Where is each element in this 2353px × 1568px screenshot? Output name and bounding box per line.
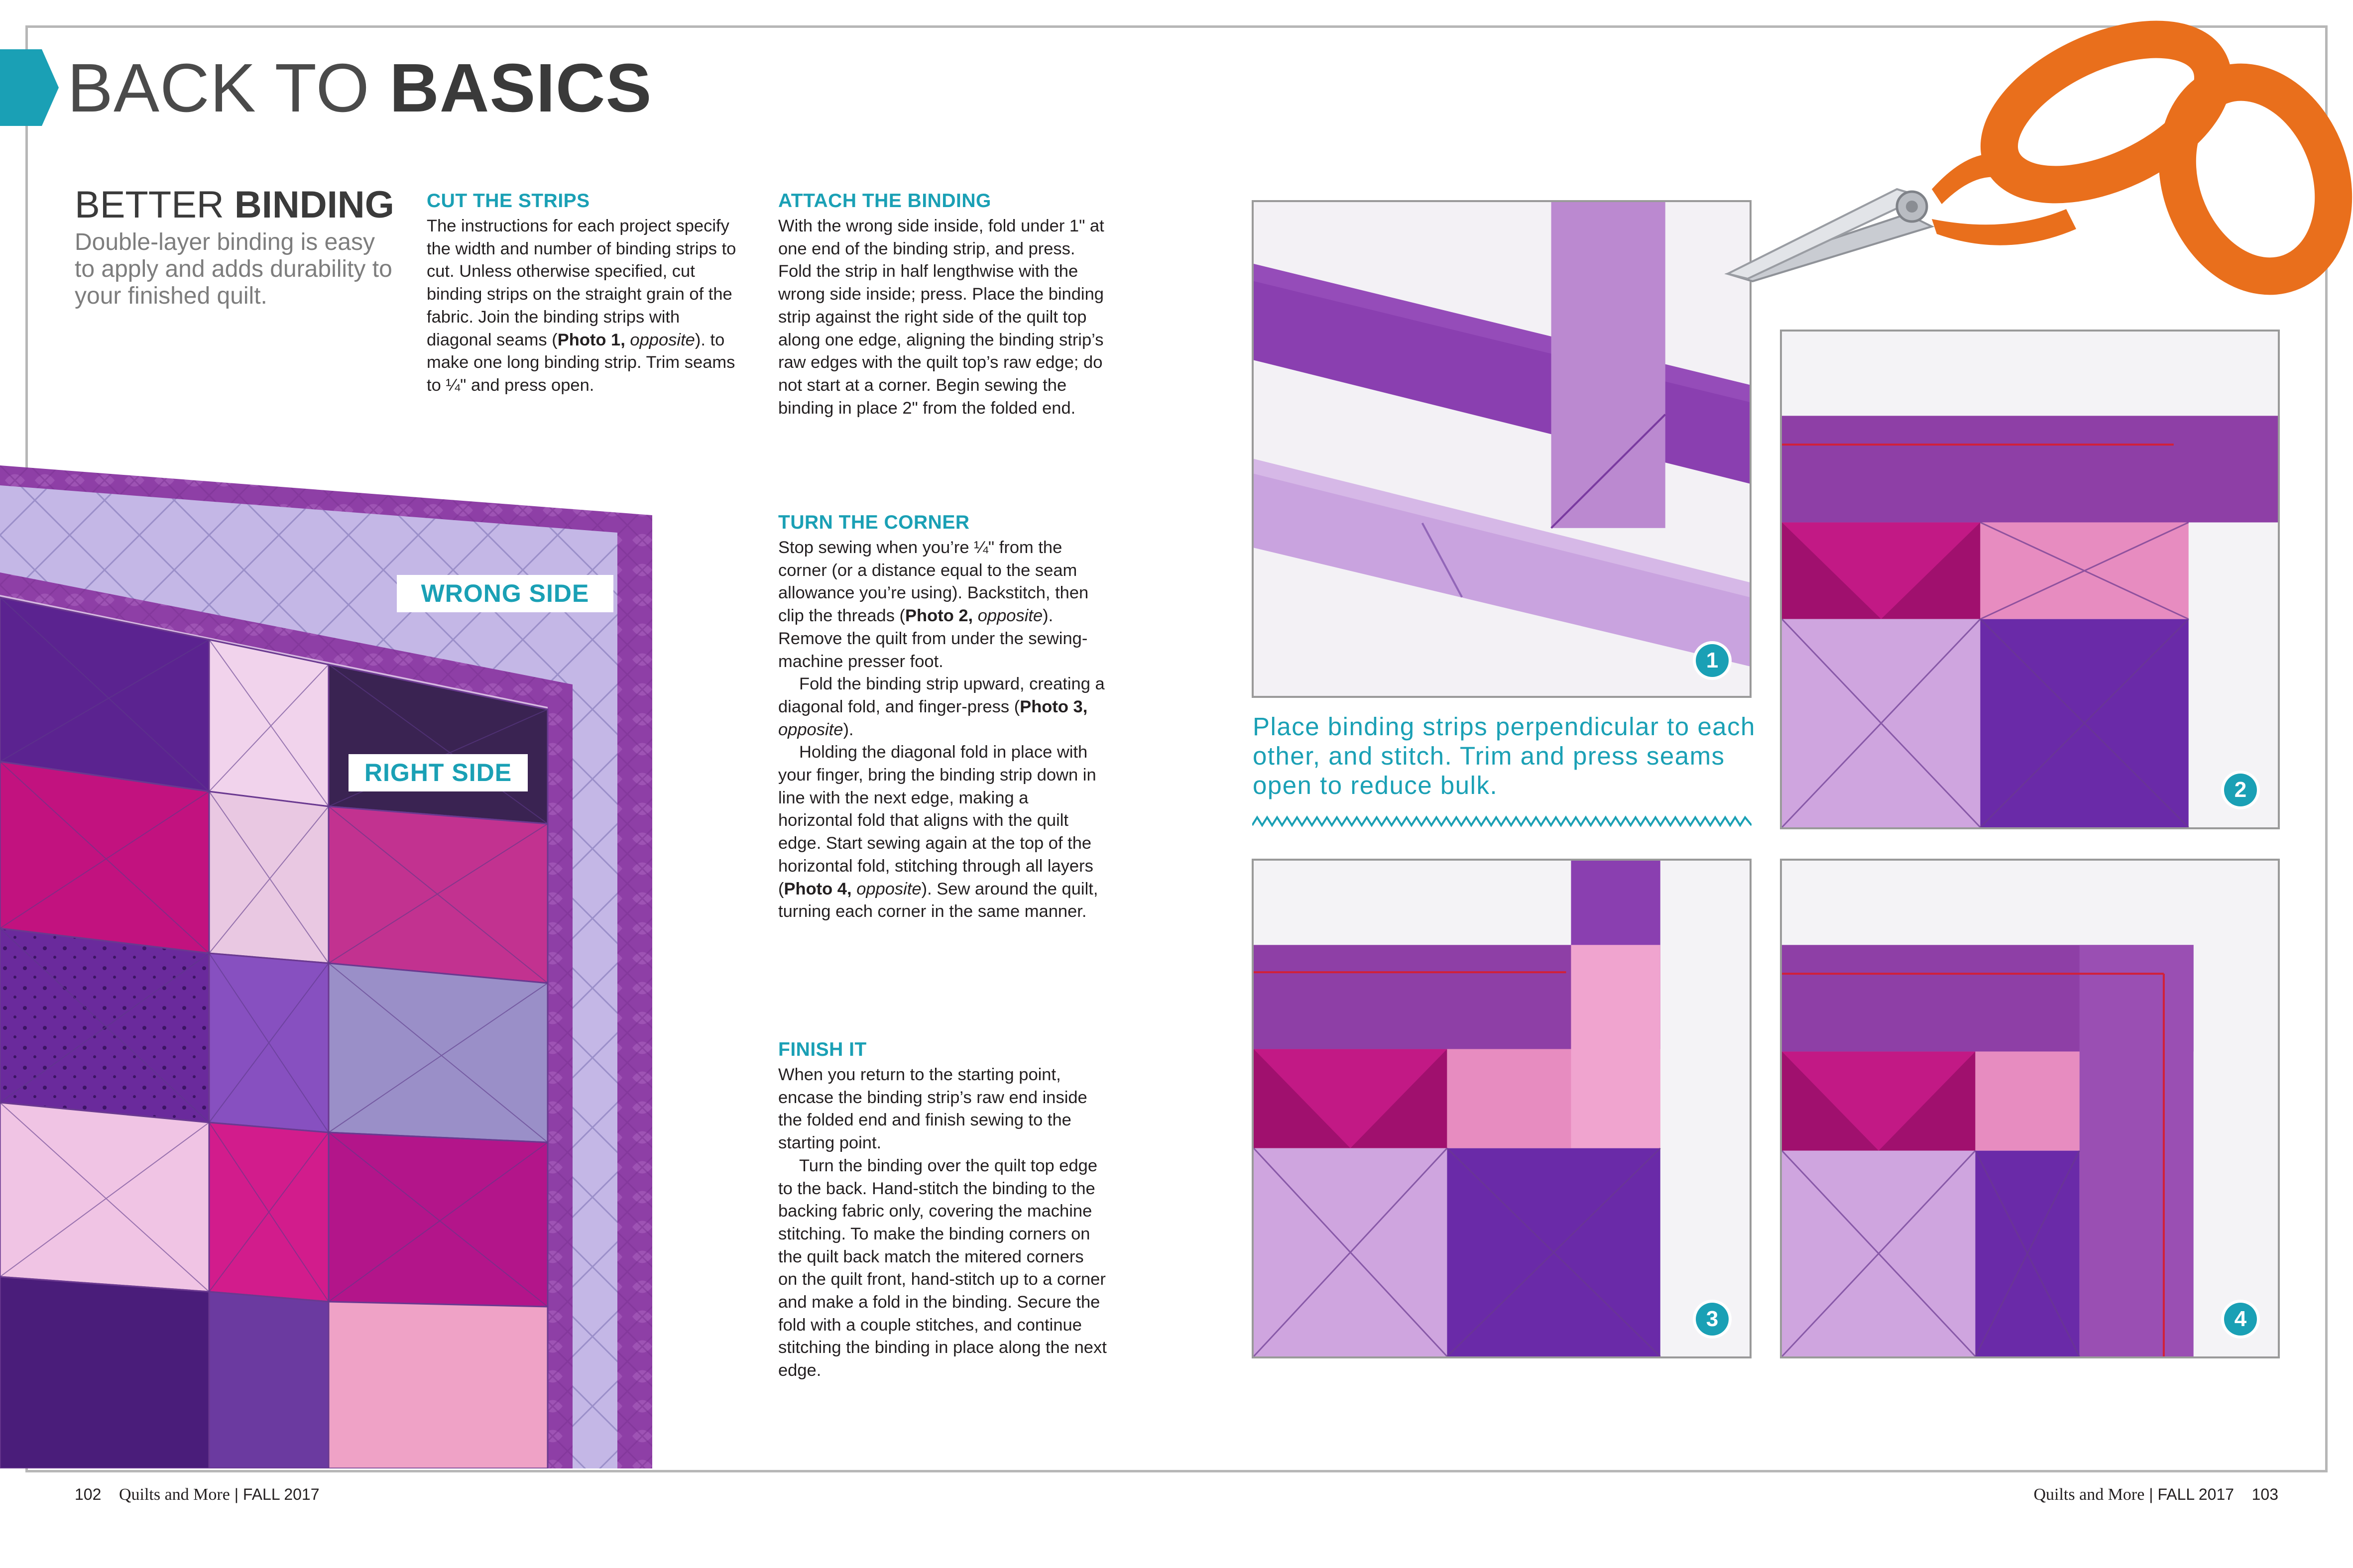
finish-it-paragraph-1: When you return to the starting point, encase the binding strip’s raw end inside the folded end and finish sewing to the starting point.	[778, 1065, 1087, 1153]
photo-reference: Photo 2,	[905, 606, 973, 626]
photo-4-badge: 4	[2224, 1303, 2257, 1336]
issue-name: FALL 2017	[2157, 1485, 2235, 1503]
opposite-ref: opposite	[778, 720, 843, 739]
photo-reference: Photo 4,	[784, 879, 852, 898]
photo-reference: Photo 3,	[1020, 697, 1088, 716]
text-run: The instructions for each project specify the width and number of binding strips to cut. Unless otherwise specified, cut binding strips on the straight grain of the fabric. Join the binding strips with diagonal seams (	[427, 217, 736, 349]
section-title-light: BETTER	[75, 184, 235, 226]
magazine-name: Quilts and More	[2033, 1485, 2145, 1504]
photo-1-badge: 1	[1696, 644, 1729, 677]
opposite-ref: opposite	[856, 879, 922, 898]
footer-separator: |	[2144, 1485, 2158, 1503]
footer-right	[2033, 1485, 2278, 1504]
heading-attach-the-binding: ATTACH THE BINDING	[778, 190, 991, 212]
heading-cut-the-strips: CUT THE STRIPS	[427, 190, 590, 212]
wrong-side-label: WRONG SIDE	[397, 575, 613, 612]
photo-1-diagonal-seam	[1252, 200, 1752, 698]
turn-the-corner-paragraph-2	[778, 673, 1107, 741]
finish-it-paragraph-2: Turn the binding over the quilt top edge to the back. Hand-stitch the binding to the backing fabric only, covering the machine stitching. To make the binding corners on the quilt back match the mitered corners on the quilt front, hand-stitch up to a corner and make a fold in the binding. Secure the fold with a couple stitches, and continue stitching the binding in place along the next edge.	[778, 1156, 1107, 1380]
scissors-icon	[1698, 0, 2353, 299]
section-title	[75, 183, 394, 226]
photo-4-horizontal-fold	[1780, 859, 2280, 1358]
text-run: ).	[843, 720, 854, 739]
section-title-bold: BINDING	[234, 184, 394, 226]
photo-3-badge: 3	[1696, 1303, 1729, 1336]
text-run: ). Sew around the quilt, turning each corner in the same manner.	[778, 879, 1098, 921]
text-run: Holding the diagonal fold in place with your finger, bring the binding strip down in line with the next edge, making a horizontal fold that aligns with the quilt edge. Start sewing again at the top of the horizontal fold, stitching through all layers (	[778, 743, 1096, 898]
photo-2-image	[1782, 332, 2278, 827]
chevron-tab-icon	[0, 49, 59, 126]
left-page-number: 102	[75, 1485, 102, 1503]
zigzag-rule-icon	[1252, 814, 1752, 828]
text-run: Stop sewing when you’re ¼" from the corner (or a distance equal to the seam allowance you’re using). Backstitch, then clip the threads (	[778, 538, 1089, 626]
attach-the-binding-paragraph: With the wrong side inside, fold under 1" at one end of the binding strip, and press. Fold the strip in half lengthwise with the wrong side inside; press. Place the binding strip against the right side of the quilt top along one edge, aligning the binding strip’s raw edges with the quilt top’s raw edge; do not start at a corner. Begin sewing the binding in place 2" from the folded end.	[778, 217, 1104, 418]
attach-the-binding-text	[778, 215, 1107, 420]
header-title-bold: BASICS	[389, 50, 652, 126]
text-run: ). Remove the quilt from under the sewing-machine presser foot.	[778, 606, 1088, 671]
photo-3-image	[1254, 861, 1750, 1356]
photo-reference: Photo 1,	[557, 330, 625, 349]
page-header-title	[67, 49, 652, 128]
opposite-ref: opposite	[630, 330, 695, 349]
cut-the-strips-text	[427, 215, 748, 397]
issue-name: FALL 2017	[242, 1485, 320, 1503]
heading-turn-the-corner: TURN THE CORNER	[778, 512, 970, 533]
photo-2-badge: 2	[2224, 774, 2257, 806]
right-side-label: RIGHT SIDE	[349, 754, 528, 791]
photo-3-diagonal-fold	[1252, 859, 1752, 1358]
turn-the-corner-paragraph-3	[778, 741, 1107, 923]
section-intro: Double-layer binding is easy to apply and adds durability to your finished quilt.	[75, 229, 392, 309]
magazine-name: Quilts and More	[118, 1485, 230, 1504]
photo-2-stop-sewing	[1780, 330, 2280, 829]
opposite-ref: opposite	[977, 606, 1043, 626]
photo-1-image	[1254, 202, 1750, 696]
photo-1-caption: Place binding strips perpendicular to each other, and stitch. Trim and press seams open to reduce bulk.	[1253, 712, 1756, 799]
finish-it-text	[778, 1064, 1107, 1382]
text-run: ). to make one long binding strip. Trim seams to ¼" and press open.	[427, 330, 735, 395]
footer-separator: |	[230, 1485, 243, 1503]
turn-the-corner-paragraph-1	[778, 537, 1107, 673]
text-run: Fold the binding strip upward, creating a diagonal fold, and finger-press (	[778, 674, 1105, 716]
turn-the-corner-text	[778, 537, 1107, 923]
footer-left	[75, 1485, 320, 1504]
photo-4-image	[1782, 861, 2278, 1356]
cut-the-strips-paragraph	[427, 215, 748, 397]
header-title-light: BACK TO	[67, 50, 390, 126]
right-page-number: 103	[2251, 1485, 2278, 1503]
heading-finish-it: FINISH IT	[778, 1039, 867, 1060]
quilt-photo	[0, 465, 652, 1468]
